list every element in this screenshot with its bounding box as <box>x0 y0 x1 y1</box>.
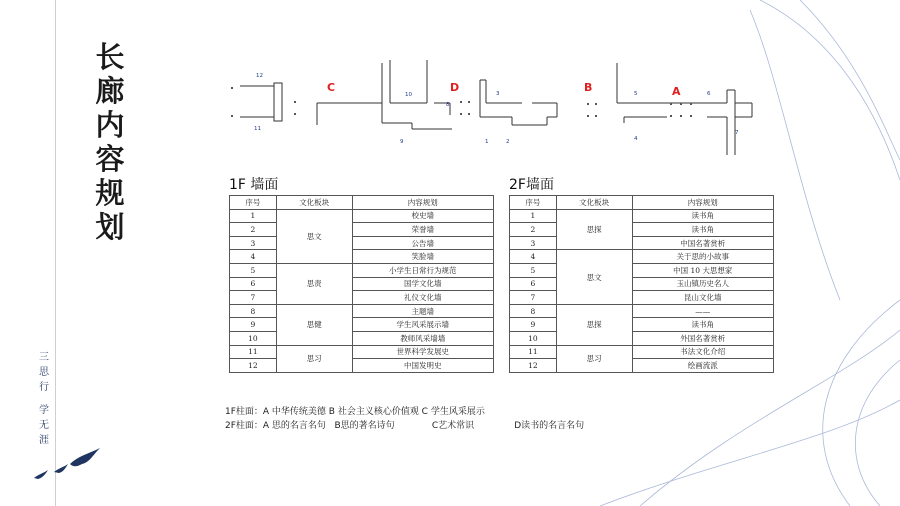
table-row <box>230 250 494 264</box>
wall-number: 1 <box>485 139 489 145</box>
motto-gap <box>36 395 52 403</box>
plan-cell: 荣誉墙 <box>352 223 493 237</box>
plan-cell: 国学文化墙 <box>352 277 493 291</box>
title-char: 内 <box>95 108 125 142</box>
title-char: 廊 <box>95 74 125 108</box>
plan-cell: 笑脸墙 <box>352 250 493 264</box>
row-number: 5 <box>230 263 277 277</box>
table-row <box>510 223 774 237</box>
header-cell: 文化板块 <box>276 196 352 210</box>
wall-number: 5 <box>634 91 638 97</box>
row-number: 4 <box>230 250 277 264</box>
floor2-wall-table <box>509 195 774 373</box>
title-char: 长 <box>95 40 125 74</box>
wall-lines <box>240 60 752 155</box>
row-number: 2 <box>230 223 277 237</box>
floor1-wall-table <box>229 195 494 373</box>
row-number: 10 <box>230 331 277 345</box>
plan-cell: 读书角 <box>632 209 773 223</box>
motto-char: 无 <box>39 420 49 431</box>
block-cell: 思习 <box>556 345 632 372</box>
block-cell: 思探 <box>556 304 632 345</box>
table-row <box>510 304 774 318</box>
plan-cell: 小学生日常行为规范 <box>352 263 493 277</box>
section-letter: B <box>584 81 593 94</box>
motto-char: 涯 <box>39 435 49 446</box>
row-number: 11 <box>510 345 557 359</box>
plan-cell: 读书角 <box>632 318 773 332</box>
title-char: 容 <box>95 142 125 176</box>
row-number: 6 <box>510 277 557 291</box>
wall-number: 8 <box>446 102 450 108</box>
row-number: 4 <box>510 250 557 264</box>
table-row <box>230 277 494 291</box>
table-row <box>510 345 774 359</box>
plan-cell: 校史墙 <box>352 209 493 223</box>
plan-cell: 教师风采墙墙 <box>352 331 493 345</box>
section-letter: D <box>450 81 460 94</box>
row-number: 7 <box>230 291 277 305</box>
note-1f: 1F柱面：A 中华传统美德 B 社会主义核心价值观 C 学生风采展示 <box>225 407 485 417</box>
row-number: 2 <box>510 223 557 237</box>
plan-cell: 昆山文化墙 <box>632 291 773 305</box>
plan-cell: 读书角 <box>632 223 773 237</box>
row-number: 12 <box>230 359 277 373</box>
row-number: 10 <box>510 331 557 345</box>
wall-number: 9 <box>400 139 404 145</box>
table-row <box>510 277 774 291</box>
row-number: 9 <box>230 318 277 332</box>
motto-char: 学 <box>39 405 49 416</box>
table-row <box>510 263 774 277</box>
block-cell: 思探 <box>556 209 632 250</box>
note-2f: 2F柱面：A 思的名言名句 B思的著名诗句 C艺术常识 D读书的名言名句 <box>225 421 585 431</box>
row-number: 8 <box>510 304 557 318</box>
block-cell: 思文 <box>556 250 632 304</box>
table-row <box>230 318 494 332</box>
column-surface-notes <box>225 405 584 433</box>
row-number: 7 <box>510 291 557 305</box>
table-header-row <box>230 196 494 210</box>
wall-number: 4 <box>634 136 638 142</box>
header-cell: 序号 <box>510 196 557 210</box>
flying-birds-icon <box>30 442 110 482</box>
table-row <box>510 318 774 332</box>
plan-cell: 世界科学发展史 <box>352 345 493 359</box>
plan-cell: 中国 10 大思想家 <box>632 263 773 277</box>
row-number: 5 <box>510 263 557 277</box>
row-number: 6 <box>230 277 277 291</box>
table-row <box>230 263 494 277</box>
table-row <box>230 209 494 223</box>
table-row <box>510 209 774 223</box>
table-row <box>510 331 774 345</box>
header-cell: 内容规划 <box>352 196 493 210</box>
plan-cell: 书法文化介绍 <box>632 345 773 359</box>
table-row <box>510 236 774 250</box>
table2-title: 2F墙面 <box>509 177 554 193</box>
block-cell: 思文 <box>276 209 352 263</box>
plan-cell: 绘画流派 <box>632 359 773 373</box>
header-cell: 内容规划 <box>632 196 773 210</box>
table-row <box>510 291 774 305</box>
motto-vertical <box>36 350 52 448</box>
table-row <box>510 359 774 373</box>
wall-number: 2 <box>506 139 510 145</box>
wall-number: 3 <box>496 91 500 97</box>
wall-number: 6 <box>707 91 711 97</box>
table-row <box>230 331 494 345</box>
plan-cell: 玉山镇历史名人 <box>632 277 773 291</box>
corridor-floor-plan <box>222 45 762 160</box>
plan-cell: 外国名著赏析 <box>632 331 773 345</box>
plan-cell: 礼仪文化墙 <box>352 291 493 305</box>
motto-char: 三 <box>39 352 49 363</box>
table-row <box>230 359 494 373</box>
motto-char: 行 <box>39 382 49 393</box>
table-row <box>230 345 494 359</box>
section-letter: C <box>327 81 336 94</box>
page-title <box>92 40 128 244</box>
left-divider-line <box>55 0 56 506</box>
plan-cell: 关于思的小故事 <box>632 250 773 264</box>
row-number: 3 <box>510 236 557 250</box>
table1-title: 1F 墙面 <box>229 177 279 193</box>
row-number: 3 <box>230 236 277 250</box>
wall-number: 11 <box>254 126 261 132</box>
row-number: 11 <box>230 345 277 359</box>
block-cell: 思责 <box>276 263 352 304</box>
motto-char: 思 <box>39 367 49 378</box>
row-number: 9 <box>510 318 557 332</box>
plan-cell: 公告墙 <box>352 236 493 250</box>
title-char: 划 <box>95 210 125 244</box>
row-number: 1 <box>510 209 557 223</box>
plan-cell: —— <box>632 304 773 318</box>
wall-number: 10 <box>405 92 412 98</box>
table-row <box>230 223 494 237</box>
plan-cell: 中国名著赏析 <box>632 236 773 250</box>
table-row <box>510 250 774 264</box>
header-cell: 序号 <box>230 196 277 210</box>
block-cell: 思习 <box>276 345 352 372</box>
title-char: 规 <box>95 176 125 210</box>
block-cell: 思健 <box>276 304 352 345</box>
row-number: 8 <box>230 304 277 318</box>
wall-number: 7 <box>735 130 739 136</box>
table-row <box>230 291 494 305</box>
table-row <box>230 236 494 250</box>
section-letter: A <box>672 85 681 98</box>
plan-cell: 主题墙 <box>352 304 493 318</box>
wall-number: 12 <box>256 73 263 79</box>
row-number: 1 <box>230 209 277 223</box>
plan-cell: 学生风采展示墙 <box>352 318 493 332</box>
table-row <box>230 304 494 318</box>
header-cell: 文化板块 <box>556 196 632 210</box>
table-header-row <box>510 196 774 210</box>
plan-cell: 中国发明史 <box>352 359 493 373</box>
row-number: 12 <box>510 359 557 373</box>
column-markers <box>231 87 692 117</box>
